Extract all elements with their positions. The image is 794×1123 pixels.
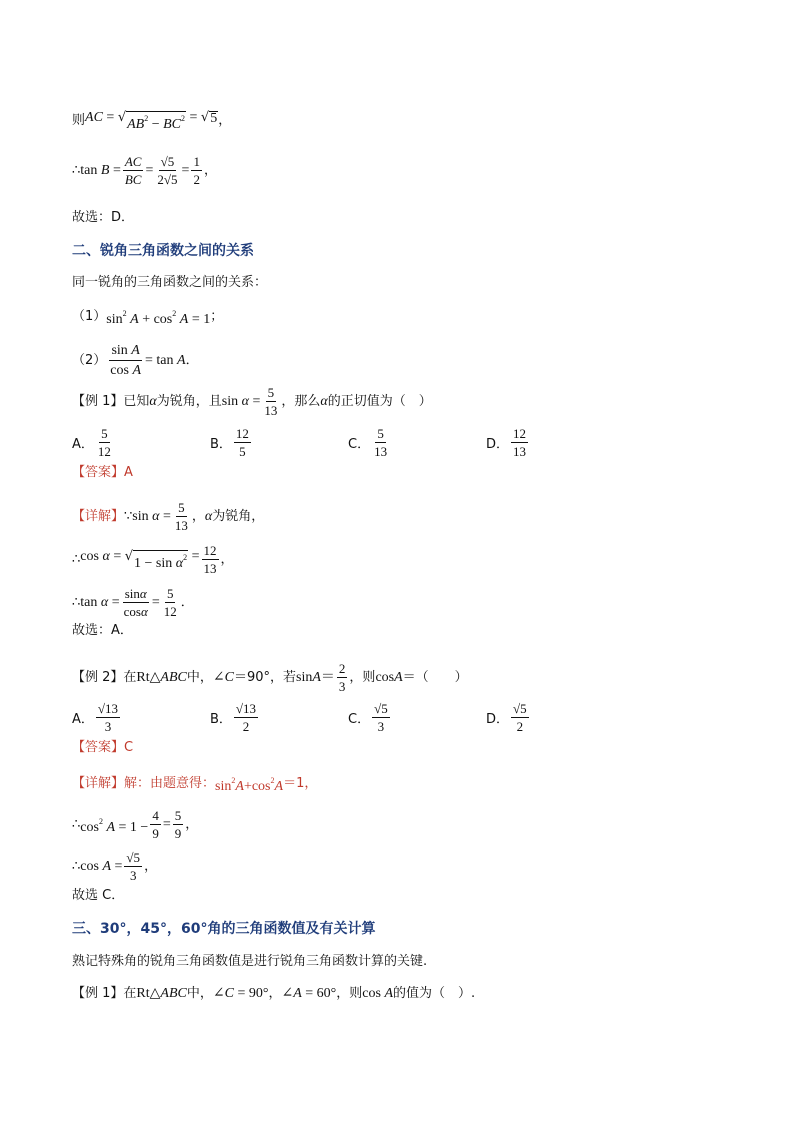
period: ． [180,594,194,610]
ex2-option-a[interactable] [72,701,122,734]
detail-1-tan: ∴ tan α = $\frac{\sin\alpha}{\cos\alpha}$ = $\frac{5}{12}$ ． [72,586,194,619]
text: 为锐角，且 [156,393,222,409]
therefore-symbol: ∴ [72,816,81,832]
example-3 [72,986,475,1002]
fraction-12-5: $\frac{12}{5}$ [235,426,249,459]
ex1-option-b[interactable] [210,426,253,459]
select-a: 故选：A． [72,623,133,638]
relation-1-label: （1） [72,309,107,324]
ex1-option-a[interactable] [72,426,115,459]
formula-cosa: cos A = [80,858,123,874]
alpha: α [149,393,157,409]
text: 在 [123,669,137,685]
fraction-half: $\frac{1}{2}$ [193,154,200,187]
solution-line-ac [72,110,231,132]
paragraph-relation: 同一锐角的三角函数之间的关系： [72,275,268,290]
ex2-option-b[interactable] [210,701,260,734]
option-label: A． [72,437,94,452]
option-label: B． [210,712,232,727]
formula-sin-alpha: sin α = [221,393,261,409]
fraction-sqrt13-3: $\frac{√13}{3}$ [97,701,119,734]
answer-value: C [124,740,134,755]
therefore-symbol: ∴ [72,551,81,567]
relation-1 [72,306,223,328]
relation-2-label: （2） [72,352,107,368]
option-label: D． [486,437,510,452]
fraction-5-12: $\frac{5}{12}$ [163,586,177,619]
fraction-5-13: $\frac{5}{13}$ [264,385,278,418]
fraction-5-13: $\frac{5}{13}$ [174,500,188,533]
angle-a-60: ∠A = 60° [281,986,337,1001]
text: 在 [123,986,137,1001]
fraction-12-13: $\frac{12}{13}$ [203,543,217,576]
text: 的值为（ ）. [393,986,476,1001]
text: 为锐角， [212,508,265,524]
fraction-sin-cos-alpha: $\frac{\sin\alpha}{\cos\alpha}$ [123,586,148,619]
text: ，则 [349,669,376,685]
answer-label: 【答案】 [72,740,125,755]
example-1 [72,385,432,418]
example-label: 【例 1】 [72,986,124,1001]
text-ze: 则 [72,113,86,128]
because-symbol: ∵ [124,508,133,524]
comma: ， [203,162,217,178]
fraction-5-13: $\frac{5}{13}$ [374,426,388,459]
formula-identity: $\sin^2A+\cos^2A$ [215,776,284,794]
triangle-abc: Rt△ABC [136,986,187,1001]
select-d: 故选：D． [72,210,135,225]
comma: ， [218,113,232,128]
fraction-sqrt5: $\frac{√5}{2√5}$ [157,154,178,187]
option-label: A． [72,712,94,727]
option-label: B． [210,437,232,452]
text: 解：由题意得： [124,776,216,791]
therefore-symbol: ∴ [72,858,81,874]
comma: ， [220,551,234,567]
solution-line-tanb: ∴ tan B = $\frac{AC}{BC}$ = $\frac{√5}{2√5}$ = $\frac{1}{2}$ ， [72,154,217,187]
alpha: α [320,393,328,409]
example-2 [72,661,468,694]
text: 中， [186,986,213,1001]
text: ，则 [336,986,363,1001]
example-label: 【例 1】 [72,393,124,409]
fraction-4-9: $\frac{4}{9}$ [152,808,159,841]
select-c: 故选 C． [72,888,125,903]
text: 中， [186,669,213,685]
option-label: D． [486,712,510,727]
example-label: 【例 2】 [72,669,124,685]
text: ＝90°，若 [233,669,297,685]
therefore-symbol: ∴ [72,594,81,610]
text: ， [191,508,205,524]
detail-2-cos2: ∴ $\cos^2 A = 1$ − $\frac{4}{9}$ = $\frac{5}{9}$ ， [72,808,199,841]
text: ，那么 [281,393,321,409]
text: 已知 [123,393,150,409]
text: ＝1， [283,776,318,791]
formula-cos2a: $\cos^2 A = 1$ − [80,816,149,835]
text: ＝（ ） [402,669,468,685]
comma: ， [185,816,199,832]
formula-cos-alpha: cos α = √ $1 - \sin \alpha^2$ = [80,548,200,571]
section-heading-3: 三、30°，45°，60°角的三角函数值及有关计算 [72,921,376,937]
answer-2 [72,740,133,756]
ex2-option-c[interactable] [348,701,392,734]
formula-pythag: $\sin^2 A + \cos^2 A = 1$ [106,309,211,327]
triangle-abc: Rt△ABC [136,669,187,685]
detail-label: 【详解】 [72,776,125,791]
formula-tan: = tan A [145,352,186,368]
formula-ac: AC = √ $AB^2 - BC^2$ = √ 5 [85,110,218,132]
formula-cosa: cos A [362,986,394,1001]
answer-value: A [124,465,133,480]
formula-sina: sinA＝ [296,669,335,685]
fraction-12-13: $\frac{12}{13}$ [513,426,527,459]
detail-1-cos [72,543,234,576]
option-label: C． [348,712,371,727]
fraction-5-12: $\frac{5}{12}$ [97,426,111,459]
fraction-sqrt5-3: $\frac{√5}{3}$ [126,850,141,883]
detail-label: 【详解】 [72,508,125,524]
detail-2 [72,773,317,795]
fraction-sqrt5-2: $\frac{√5}{2}$ [513,701,527,734]
period: ． [185,352,199,368]
text: ， [268,986,282,1001]
fraction-sqrt13-2: $\frac{√13}{2}$ [235,701,257,734]
answer-1 [72,465,133,481]
section-heading-2: 二、锐角三角函数之间的关系 [72,243,254,259]
comma: ， [144,858,158,874]
semicolon: ； [210,309,224,324]
fraction-2-3: $\frac{2}{3}$ [338,661,346,694]
detail-1 [72,500,264,533]
fraction-sqrt5-3: $\frac{√5}{3}$ [374,701,388,734]
therefore-symbol: ∴ [72,162,81,178]
answer-label: 【答案】 [72,465,125,480]
relation-2 [72,342,199,379]
angle-c: ∠C [212,669,234,685]
fraction-5-9: $\frac{5}{9}$ [174,808,182,841]
fraction-ac-bc: $\frac{AC}{BC}$ [124,154,142,187]
alpha: α [204,508,213,524]
formula-cosa: cosA [375,669,403,685]
ex1-option-c[interactable] [348,426,391,459]
fraction-sin-cos: $\frac{\text{sin A}}{\text{cos A}}$ [110,343,142,378]
text: 的正切值为（ ） [327,393,432,409]
formula-tan-alpha: tan α = [80,594,120,610]
formula-tanb: tan B = [80,162,121,178]
ex1-option-d[interactable] [486,426,530,459]
angle-c-90: ∠C = 90° [212,986,269,1001]
ex2-option-d[interactable] [486,701,531,734]
formula-sin-alpha: sin α = [132,508,171,524]
paragraph-special-angles: 熟记特殊角的锐角三角函数值是进行锐角三角函数计算的关键. [72,954,428,969]
option-label: C． [348,437,371,452]
detail-2-cos [72,850,157,883]
